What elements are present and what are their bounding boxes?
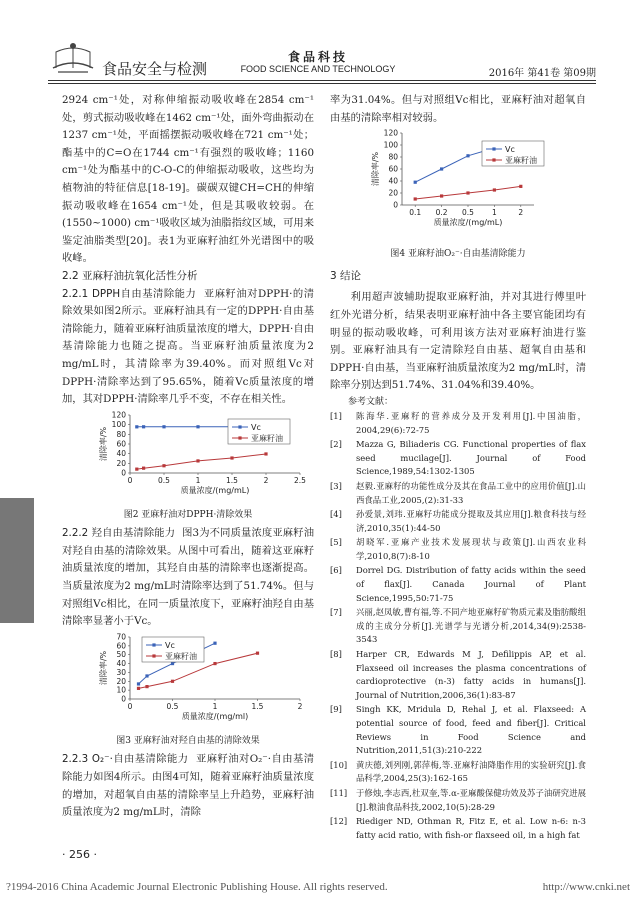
reference-item [330,536,586,563]
figure-4-caption: 图4 亚麻籽油O₂⁻·自由基清除能力 [390,248,526,259]
paragraph-conclusion: 利用超声波辅助提取亚麻籽油，并对其进行傅里叶红外光谱分析，结果表明亚麻籽油中各主要官能团均有明显的振动吸收峰，可利用该方法对亚麻籽油进行鉴别。亚麻籽油具有一定清除羟自由基、超氧自由基和DPPH·自由基，当亚麻籽油质量浓度为2 mg/mL时，清除率分别达到51.74%、31.04%和39.40%。 [330,291,586,392]
series-line [137,454,266,469]
x-tick-label: 2.5 [294,475,306,485]
heading-2-2-1: 2.2.1 DPPH自由基清除能力 [62,287,197,300]
y-tick-label: 100 [111,419,126,429]
reference-item [330,438,586,479]
paragraph-dpph: 亚麻籽油对DPPH·的清除效果如图2所示。亚麻籽油具有一定的DPPH·自由基清除能力，随着亚麻籽油质量浓度的增大，DPPH·自由基清除能力也随之提高。当亚麻籽油质量浓度为2 mg/mL时，其清除率为39.40%。而对照组Vc对DPPH·清除率达到了95.65%，随着Vc质量浓度的增加，其对DPPH·清除率几乎不变，不存在相关性。 [62,287,314,406]
heading-2-2: 2.2 亚麻籽油抗氧化活性分析 [62,269,198,282]
x-tick-label: 0.2 [435,208,448,218]
paragraph-hydroxyl: 图3为不同质量浓度亚麻籽油对羟自由基的清除效果。从图中可看出，随着这亚麻籽油质量浓度的增加，其羟自由基的清除率也逐渐提高。当质量浓度为2 mg/mL时清除率达到了51.74%。但与对照组Vc相比，在同一质量浓度下，亚麻籽油羟自由基清除率显著小于Vc。 [62,527,315,628]
y-tick-label: 80 [388,152,398,162]
legend-label: 亚麻籽油 [505,156,537,166]
heading-2-2-3: 2.2.3 O₂⁻·自由基清除能力 [62,753,189,766]
y-tick-label: 0 [393,200,398,210]
legend-marker [492,148,495,151]
y-tick-label: 0 [121,694,126,704]
reference-item [330,703,586,757]
reference-item [330,648,586,702]
references-list [330,410,586,842]
data-point [414,181,417,184]
x-tick-label: 2 [297,701,303,711]
reference-item [330,815,586,842]
y-tick-label: 20 [116,676,126,686]
data-point [264,452,267,455]
journal-title-en: FOOD SCIENCE AND TECHNOLOGY [240,64,396,74]
data-point [440,195,443,198]
reference-item [330,759,586,786]
figure-2-caption: 图2 亚麻籽油对DPPH·清除效果 [123,510,253,521]
reference-number: [12] [330,816,348,827]
y-tick-label: 30 [116,667,126,677]
figure-4-chart [330,127,586,239]
y-tick-label: 0 [121,468,126,478]
y-tick-label: 10 [116,685,126,695]
header-rule-thin [48,83,596,84]
right-column [330,92,586,843]
x-tick-label: 2 [518,208,524,218]
x-axis-label: 质量浓度/(mg/ml) [181,711,249,721]
x-tick-label: 1.5 [226,475,238,485]
x-axis-label: 质量浓度/(mg/mL) [433,218,503,228]
x-tick-label: 2 [263,475,269,485]
data-point [196,459,199,462]
reference-item [330,564,586,605]
y-tick-label: 80 [116,429,126,439]
paragraph-ir: 2924 cm⁻¹处，对称伸缩振动吸收峰在2854 cm⁻¹处，剪式振动吸收峰在1462 cm⁻¹处，面外弯曲振动在1237 cm⁻¹处，平面摇摆振动吸收峰在721 cm⁻¹处；酯基中的C=O在1744 cm⁻¹有强烈的吸收峰；1160 cm⁻¹处为酯基中的C-O-C的伸缩振动吸收，这些均为植物油的特征信息[18-19]。碳碳双键CH=CH的伸缩振动吸收峰在1654 cm⁻¹处，但是其吸收较弱。在(1550~1000) cm⁻¹吸收区域为油脂指纹区域，可用来鉴定油脂类型[20]。表1为亚麻籽油红外光谱图中的吸收峰。 [62,94,314,265]
y-axis-label: 清除率/% [99,426,108,461]
reference-number: [1] [330,410,342,421]
data-point [171,680,174,683]
reference-text: Dorrel DG. Distribution of fatty acids within the seed of flax[J]. Canada Journal of Plant Science,1995,50:71-75 [356,565,586,603]
legend-label: 亚麻籽油 [165,651,197,661]
data-point [466,192,469,195]
issue-info: 2016年 第41卷 第09期 [488,68,596,79]
reference-number: [3] [330,480,342,491]
reference-item [330,606,586,647]
reference-text: 于修烛,李志西,杜双奎,等.α-亚麻酸保健功效及苏子油研究进展[J].粮油食品科技,2002,10(5):28-29 [356,787,586,812]
journal-title-cn: 食品科技 [287,50,348,64]
data-point [440,168,443,171]
figure-2-chart [62,409,314,501]
x-tick-label: 1 [195,475,201,485]
reference-text: 赵毅.亚麻籽的功能性成分及其在食品工业中的应用价值[J].山西食品工业,2005,(2):31-33 [356,480,586,505]
x-tick-label: 0.5 [166,701,179,711]
y-axis-label: 清除率/% [371,152,380,187]
reference-number: [7] [330,607,342,618]
reference-text: 黄庆德,刘列刚,郭萍梅,等.亚麻籽油降脂作用的实验研究[J].食品科学,2004,25(3):162-165 [356,759,586,784]
reference-text: 陈海华.亚麻籽的营养成分及开发利用[J].中国油脂，2004,29(6):72-75 [356,410,586,435]
page-number: · 256 · [62,848,97,861]
data-point [519,185,522,188]
y-tick-label: 60 [116,641,126,651]
legend-marker [238,436,241,439]
reference-text: Singh KK, Mridula D, Rehal J, et al. Flaxseed: A potential source of food, feed and fiber[J]. Critical Reviews in Food Science and Nutrition,2011,51(3):210-222 [356,704,586,756]
x-tick-label: 0 [127,701,133,711]
side-tab [0,498,34,623]
footer [6,881,630,893]
legend-label: Vc [251,422,261,432]
heading-3: 3 结论 [330,269,362,282]
data-point [135,467,138,470]
y-tick-label: 50 [116,650,126,660]
reference-item [330,508,586,535]
reference-text: Mazza G, Biliaderis CG. Functional properties of flax seed mucilage[J]. Journal of Food Science,1989,54:1302-1305 [356,439,586,477]
data-point [142,425,145,428]
y-axis-label: 清除率/% [99,650,108,685]
reference-text: Riediger ND, Othman R, Fitz E, et al. Low n-6: n-3 fatty acid ratio, with fish-or flaxseed oil, in a high fat [356,816,586,840]
reference-text: 胡晓军.亚麻产业技术发展现状与政策[J].山西农业科学,2010,8(7):8-10 [356,537,586,561]
y-tick-label: 120 [383,128,398,138]
heading-2-2-2: 2.2.2 羟自由基清除能力 [62,527,176,540]
reference-item [330,410,586,437]
data-point [142,466,145,469]
data-point [414,198,417,201]
y-tick-label: 60 [116,439,126,449]
y-tick-label: 70 [116,632,126,642]
data-point [145,685,148,688]
reference-number: [9] [330,704,342,715]
x-tick-label: 0.5 [462,208,474,218]
section-title: 食品安全与检测 [102,60,208,78]
data-point [213,662,216,665]
y-tick-label: 20 [388,188,398,198]
data-point [135,425,138,428]
x-tick-label: 1 [212,701,218,711]
x-tick-label: 0 [127,475,133,485]
references-title: 参考文献： [348,396,394,407]
paragraph-superoxide-cont: 率为31.04%。但与对照组Vc相比，亚麻籽油对超氧自由基的清除率相对较弱。 [330,94,586,124]
legend-marker [152,654,155,657]
left-column [62,92,314,822]
data-point [230,456,233,459]
legend-label: Vc [505,145,515,155]
y-tick-label: 100 [383,140,398,150]
header-rule [48,80,596,81]
y-tick-label: 120 [111,410,126,420]
legend-marker [238,425,241,428]
data-point [171,662,174,665]
data-point [196,425,199,428]
reference-number: [8] [330,649,342,660]
data-point [162,425,165,428]
data-point [137,682,140,685]
legend-marker [152,643,155,646]
data-point [256,651,259,654]
y-tick-label: 40 [388,176,398,186]
legend-label: Vc [165,640,175,650]
data-point [137,687,140,690]
reference-text: 兴丽,赵凤敏,曹有福,等.不同产地亚麻籽矿物质元素及脂肪酸组成的主成分分析[J].光谱学与光谱分析,2014,34(9):2538-3543 [356,607,586,645]
reference-number: [5] [330,537,342,548]
reference-item [330,787,586,814]
x-tick-label: 1.5 [251,701,264,711]
footer-url: http://www.cnki.net [542,881,630,893]
y-tick-label: 60 [388,164,398,174]
reference-text: 孙爱景,刘玮.亚麻籽功能成分提取及其应用[J].粮食科技与经济,2010,35(1):44-50 [356,509,586,533]
footer-copyright: ?1994-2016 China Academic Journal Electronic Publishing House. All rights reserved. [6,881,388,893]
data-point [162,464,165,467]
reference-number: [10] [330,759,348,770]
x-tick-label: 1 [492,208,497,218]
reference-number: [6] [330,565,342,576]
data-point [145,674,148,677]
legend-label: 亚麻籽油 [251,433,283,443]
figure-3-caption: 图3 亚麻籽油对羟自由基的清除效果 [116,736,260,747]
reference-number: [2] [330,439,342,450]
data-point [466,154,469,157]
x-tick-label: 0.1 [409,208,422,218]
data-point [213,641,216,644]
legend-marker [492,159,495,162]
figure-3-chart [62,631,314,727]
y-tick-label: 40 [116,448,126,458]
reference-item [330,480,586,507]
paragraph-superoxide: 亚麻籽油对O₂⁻·自由基清除能力如图4所示。由图4可知，随着亚麻籽油质量浓度的增加，对超氧自由基的清除率呈上升趋势，亚麻籽油质量浓度为2 mg/mL时，清除 [62,753,314,819]
x-axis-label: 质量浓度/(mg/mL) [180,485,250,495]
reference-text: Harper CR, Edwards M J, Defilippis AP, et al. Flaxseed oil increases the plasma concentrations of cardioprotective (n-3) fatty acids in humans[J]. Journal of Nutrition,2006,36(1):83-87 [356,649,586,700]
y-tick-label: 40 [116,658,126,668]
x-tick-label: 0.5 [158,475,170,485]
reference-number: [11] [330,787,348,798]
y-tick-label: 20 [116,458,126,468]
reference-number: [4] [330,509,342,520]
data-point [493,189,496,192]
